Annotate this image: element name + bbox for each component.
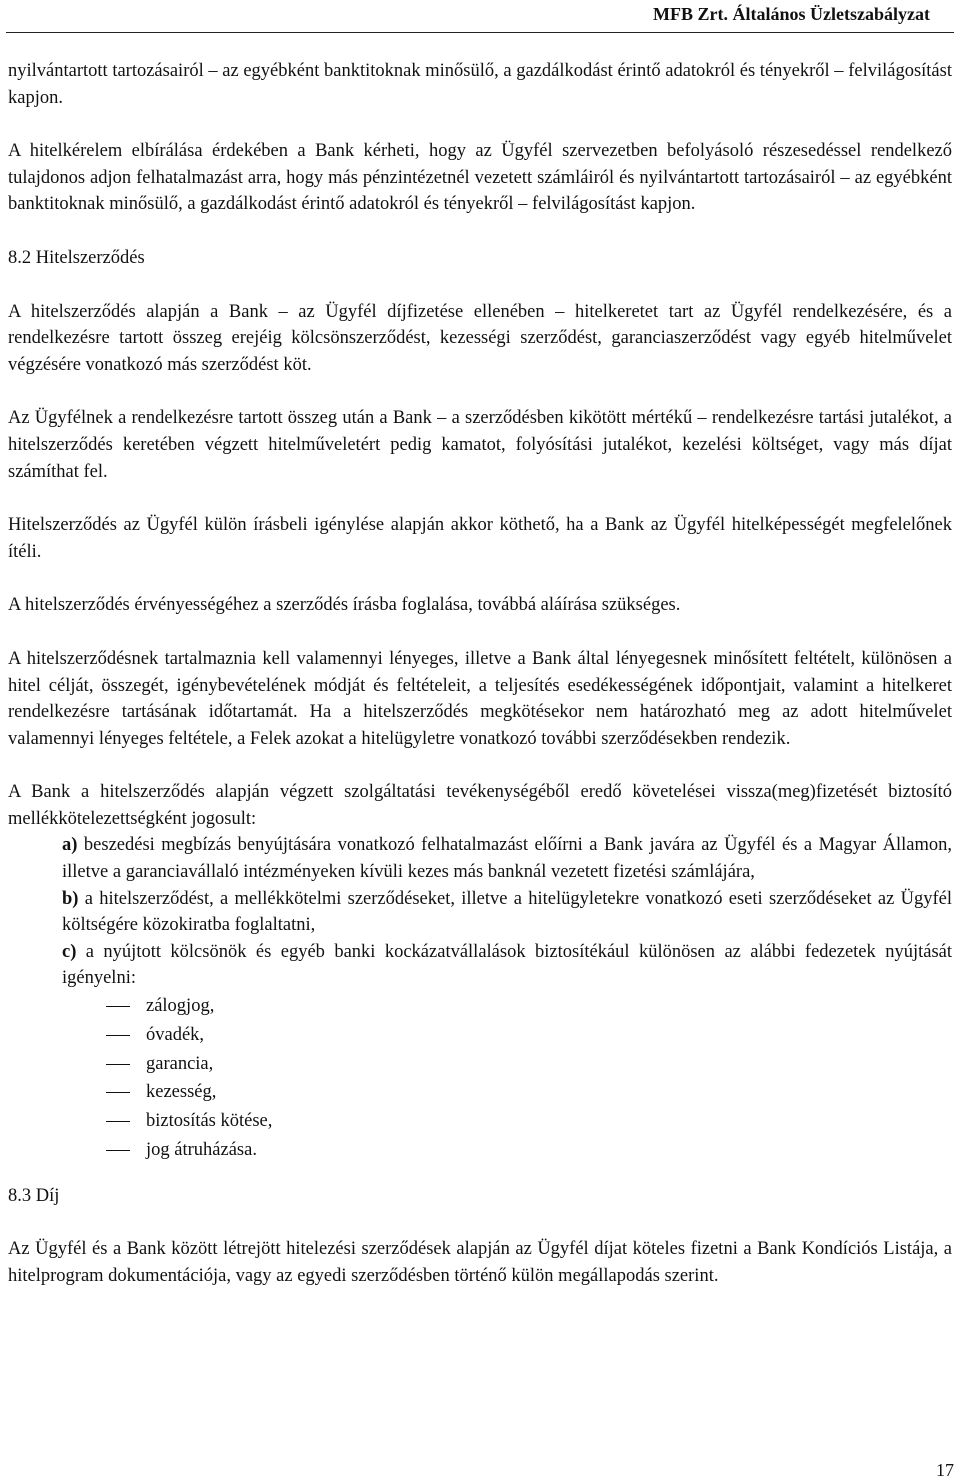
page-header: MFB Zrt. Általános Üzletszabályzat [653,4,930,24]
securities-list [8,992,952,1165]
securities-list-item: kezesség, [106,1078,952,1107]
list-item-text: beszedési megbízás benyújtására vonatkozó felhatalmazást előírni a Bank javára az Ügyfél és a Magyar Államon, illetve a garanciavállaló intézményeken kívüli kezes más banknál vezetett fizetési számlájára, [62,835,952,883]
securities-list-item: jog átruházása. [106,1136,952,1165]
list-item-label: a) [62,835,78,856]
header-rule [6,32,954,33]
paragraph-owner-authorization: A hitelkérelem elbírálása érdekében a Bank kérheti, hogy az Ügyfél szervezetben befolyásoló részesedéssel rendelkező tulajdonos adjon felhatalmazást arra, hogy más pénzintézetnél vezetett számláiról és nyilvántartott tartozásairól – az egyébként banktitoknak minősülő, a gazdálkodást érintő adatokról és tényekről – felvilágosítást kapjon. [8,141,952,215]
securities-list-item: garancia, [106,1050,952,1079]
list-item-text: a hitelszerződést, a mellékkötelmi szerződéseket, illetve a hitelügyletekre vonatkozó eseti szerződéseket az Ügyfél költségére közokiratba foglaltatni, [62,888,952,936]
list-item-c [8,939,952,992]
paragraph-contents: A hitelszerződésnek tartalmaznia kell valamennyi lényeges, illetve a Bank által lényegesnek minősített feltételt, különösen a hitel célját, összegét, igénybevételének módját és feltételeit, a teljesítés esedékességének időpontjait, valamint a hitelkeret rendelkezésre tartásának időtartamát. Ha a hitelszerződés megkötésekor nem határozható meg az adott hitelművelet valamennyi lényeges feltétele, a Felek azokat a hitelügyletre vonatkozó további szerződésekben rendezik. [8,648,952,749]
list-item-label: c) [62,941,77,962]
list-item-b [8,886,952,939]
page-number: 17 [936,1460,954,1480]
paragraph-collateral-intro: A Bank a hitelszerződés alapján végzett szolgáltatási tevékenységéből eredő követelései vissza(meg)fizetését biztosító mellékkötelezettségként jogosult: [8,782,952,829]
securities-list-item: biztosítás kötése, [106,1107,952,1136]
paragraph-commitment-fee: Az Ügyfélnek a rendelkezésre tartott összeg után a Bank – a szerződésben kikötött mértékű – rendelkezésre tartási jutalékot, a hitelszerződés keretében végzett hitelműveletért pedig kamatot, folyósítási jutalékot, kezelési költséget, vagy más díjat számíthat fel. [8,408,952,482]
securities-list-item: óvadék, [106,1021,952,1050]
page-content [8,58,952,1317]
securities-list-item: zálogjog, [106,992,952,1021]
section-heading-8-2: 8.2 Hitelszerződés [8,247,145,268]
paragraph-fee: Az Ügyfél és a Bank között létrejött hitelezési szerződések alapján az Ügyfél díjat köteles fizetni a Bank Kondíciós Listája, a hitelprogram dokumentációja, vagy az egyedi szerződésben történő külön megállapodás szerint. [8,1239,952,1286]
list-item-a [8,832,952,885]
paragraph-credit-agreement: A hitelszerződés alapján a Bank – az Ügyfél díjfizetése ellenében – hitelkeretet tart az Ügyfél rendelkezésére, és a rendelkezésre tartott összeg erejéig kölcsönszerződést, kezességi szerződést, garanciaszerződést vagy egyéb hitelművelet végzésére vonatkozó más szerződést köt. [8,301,952,375]
paragraph-validity: A hitelszerződés érvényességéhez a szerződés írásba foglalása, továbbá aláírása szükséges. [8,595,681,616]
list-item-label: b) [62,888,79,909]
paragraph-continuation: nyilvántartott tartozásairól – az egyébként banktitoknak minősülő, a gazdálkodást érintő adatokról és tényekről – felvilágosítást kapjon. [8,61,952,108]
section-heading-8-3: 8.3 Díj [8,1185,60,1206]
list-item-text: a nyújtott kölcsönök és egyéb banki kockázatvállalások biztosítékául különösen az alábbi fedezetek nyújtását igényelni: [62,941,952,989]
paragraph-creditworthiness: Hitelszerződés az Ügyfél külön írásbeli igénylése alapján akkor köthető, ha a Bank az Ügyfél hitelképességét megfelelőnek ítéli. [8,515,952,562]
